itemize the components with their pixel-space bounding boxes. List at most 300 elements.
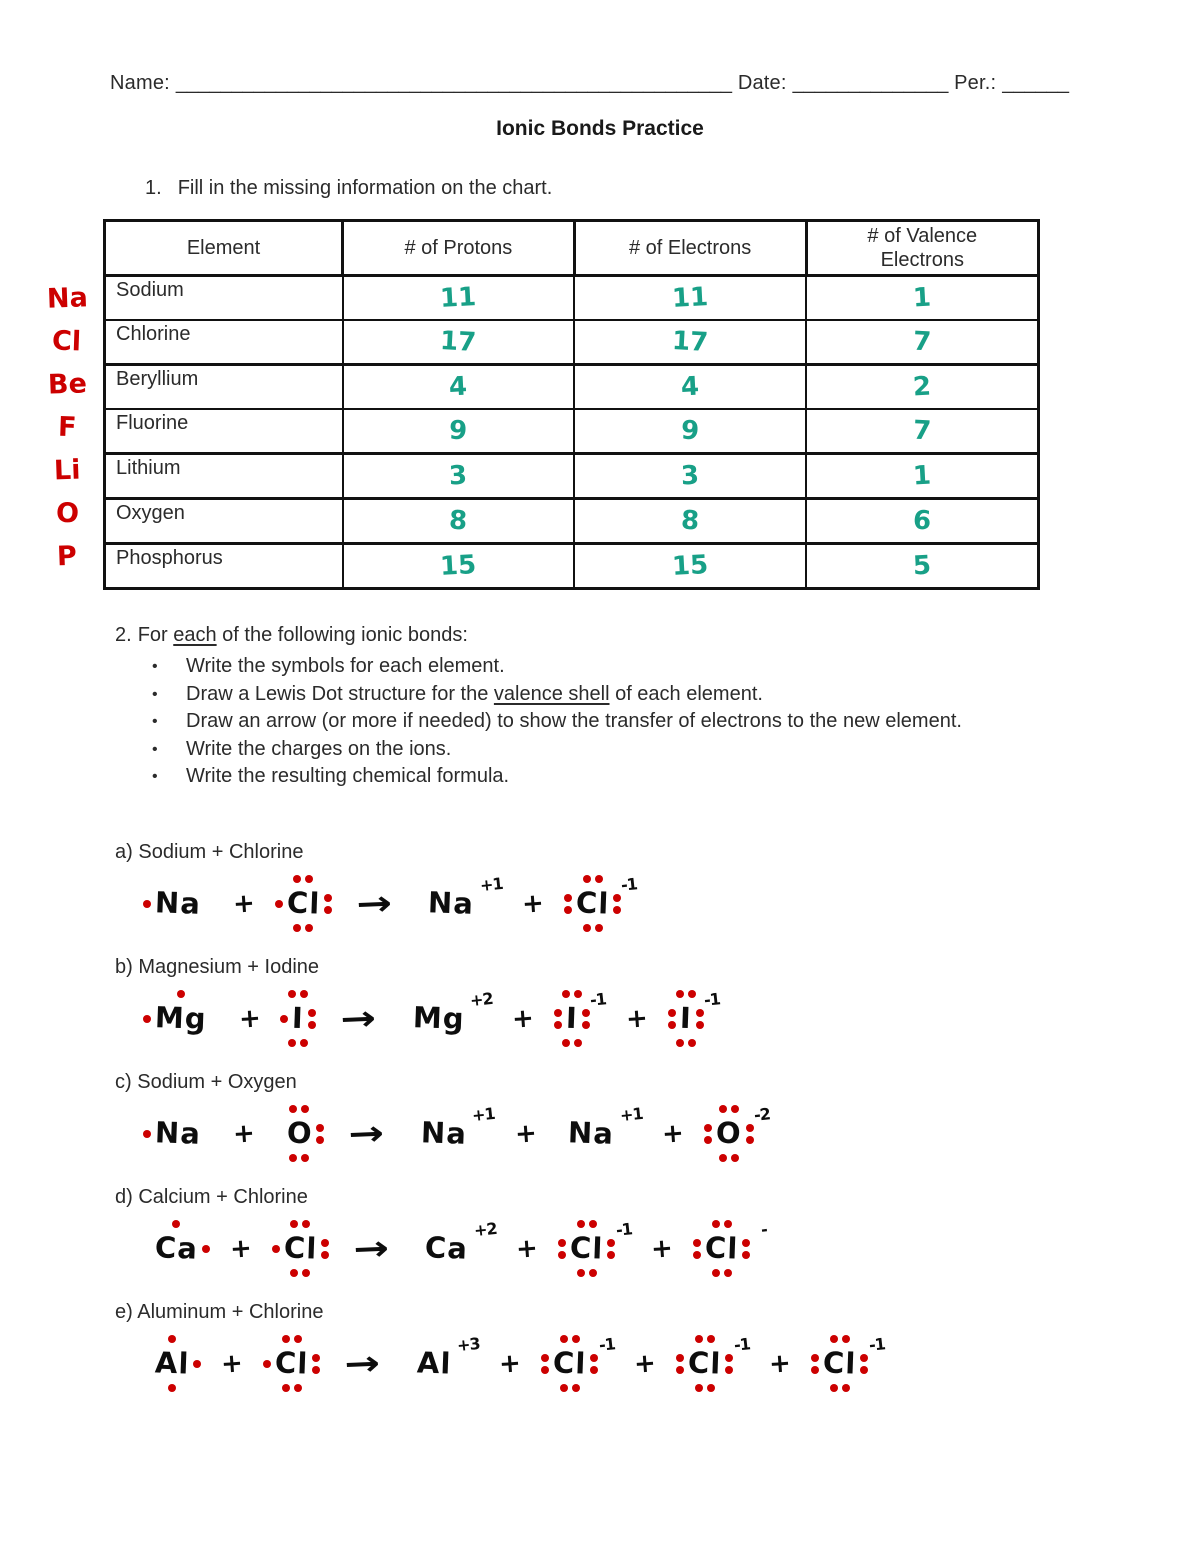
plus-sign: + — [633, 1347, 658, 1380]
reaction-equation — [143, 1326, 1200, 1402]
electron-dot — [583, 875, 591, 883]
electron-dot — [305, 875, 313, 883]
ion-charge: -1 — [614, 1219, 633, 1240]
date-label: Date: — [737, 72, 787, 94]
column-header-element: Element — [105, 221, 343, 276]
protons-cell: 15 — [343, 544, 575, 589]
reaction-title: Magnesium + Iodine — [138, 955, 320, 978]
electron-dot — [676, 1354, 684, 1362]
ion-charge: -1 — [867, 1334, 886, 1355]
element-symbol: I — [679, 1000, 693, 1036]
electron-dot — [746, 1124, 754, 1132]
instruction-item — [150, 708, 985, 736]
table-zone — [46, 219, 1040, 590]
electron-dots-left — [676, 1354, 684, 1374]
electron-dots-left — [668, 1009, 676, 1029]
handwritten-element-symbol: Cl — [51, 325, 83, 358]
electron-dot — [742, 1239, 750, 1247]
electron-dot — [562, 1039, 570, 1047]
valence-cell: 2 — [806, 365, 1038, 410]
electron-dots-left — [811, 1354, 819, 1374]
electron-dot — [293, 875, 301, 883]
table-row — [105, 276, 1039, 321]
electron-dot — [860, 1354, 868, 1362]
lewis-structure — [143, 1218, 210, 1279]
electron-dot — [572, 1384, 580, 1392]
electron-dot — [830, 1335, 838, 1343]
handwritten-element-symbol: F — [57, 411, 77, 444]
element-name-cell: Lithium — [105, 454, 343, 499]
electron-dots-top — [676, 990, 696, 998]
electron-dot — [590, 1354, 598, 1362]
reaction-arrow-icon: → — [347, 1112, 386, 1155]
electron-dot — [574, 990, 582, 998]
electron-dots-top — [560, 1335, 580, 1343]
ion-charge: +2 — [472, 1218, 498, 1241]
element-symbol: Cl — [569, 1230, 604, 1266]
table-row — [105, 320, 1039, 365]
reaction-equation — [143, 866, 1200, 942]
electron-dot — [293, 924, 301, 932]
ion-charge: -1 — [597, 1334, 616, 1355]
electron-dot — [583, 924, 591, 932]
reaction-equation — [143, 981, 1200, 1057]
plus-sign: + — [228, 1232, 253, 1265]
element-symbol: O — [286, 1115, 313, 1151]
handwritten-element-symbol: Be — [47, 368, 87, 401]
electron-dot — [290, 1269, 298, 1277]
reaction-letter: b) — [115, 955, 133, 978]
electron-dot — [294, 1384, 302, 1392]
electron-dot — [564, 906, 572, 914]
lewis-structure — [556, 1103, 644, 1164]
electron-dots-right — [725, 1354, 733, 1374]
lewis-structure — [409, 1103, 496, 1164]
electron-dot — [572, 1335, 580, 1343]
electron-dot — [541, 1354, 549, 1362]
valence-cell: 5 — [806, 544, 1038, 589]
electron-dots-left — [143, 900, 151, 908]
reaction-label — [115, 1301, 1200, 1324]
reaction-block — [115, 841, 1200, 942]
electron-dot — [541, 1366, 549, 1374]
plus-sign: + — [768, 1347, 793, 1380]
electron-dot — [272, 1245, 280, 1253]
electron-dot — [308, 1009, 316, 1017]
electron-dots-top — [719, 1105, 739, 1113]
element-symbol: Mg — [154, 1000, 208, 1036]
electron-dot — [172, 1220, 180, 1228]
electron-dot — [860, 1366, 868, 1374]
element-name-cell: Fluorine — [105, 409, 343, 454]
electron-dot — [302, 1220, 310, 1228]
electron-dot — [316, 1124, 324, 1132]
lewis-structure — [280, 988, 316, 1049]
electron-dot — [725, 1366, 733, 1374]
electrons-cell: 3 — [574, 454, 806, 499]
electron-dot — [707, 1335, 715, 1343]
protons-cell: 17 — [343, 320, 575, 365]
electron-dots-left — [704, 1124, 712, 1144]
plus-sign: + — [661, 1117, 686, 1150]
electron-dot — [724, 1220, 732, 1228]
lewis-structure — [143, 988, 219, 1049]
element-symbol: Na — [427, 885, 475, 921]
electron-dots-top — [168, 1335, 176, 1343]
electron-dots-right — [324, 894, 332, 914]
element-symbol: I — [291, 1000, 305, 1036]
electron-dot — [321, 1239, 329, 1247]
electron-dot — [143, 1015, 151, 1023]
ion-charge: +1 — [478, 873, 504, 896]
electron-dots-left — [541, 1354, 549, 1374]
electron-dots-left — [275, 900, 283, 908]
electron-dots-bottom — [290, 1269, 310, 1277]
lewis-structure — [143, 1333, 201, 1394]
electron-dot — [693, 1239, 701, 1247]
electron-dots-bottom — [712, 1269, 732, 1277]
plus-sign: + — [650, 1232, 675, 1265]
electron-dots-right — [316, 1124, 324, 1144]
electron-dot — [560, 1384, 568, 1392]
electron-dot — [688, 1039, 696, 1047]
electron-dot — [560, 1335, 568, 1343]
electron-dot — [302, 1269, 310, 1277]
electron-dot — [289, 1154, 297, 1162]
electron-dot — [168, 1384, 176, 1392]
electron-dot — [562, 990, 570, 998]
header-line — [110, 72, 1090, 95]
element-symbol: Mg — [412, 1000, 465, 1036]
instructions-list — [150, 653, 985, 791]
plus-sign: + — [521, 887, 546, 920]
electron-dots-bottom — [676, 1039, 696, 1047]
electron-dot — [842, 1335, 850, 1343]
ion-charge: +2 — [468, 988, 494, 1011]
reaction-arrow-icon: → — [352, 1227, 391, 1270]
question-1 — [145, 177, 1200, 200]
instruction-text: of each element. — [609, 682, 763, 705]
element-symbol: Al — [154, 1345, 190, 1381]
electron-dot — [574, 1039, 582, 1047]
electron-dot — [725, 1354, 733, 1362]
electron-dot — [280, 1015, 288, 1023]
electrons-cell: 4 — [574, 365, 806, 410]
electron-dots-right — [613, 894, 621, 914]
instruction-text: Write the symbols for each element. — [186, 655, 505, 677]
electron-dots-left — [554, 1009, 562, 1029]
electron-dots-right — [742, 1239, 750, 1259]
lewis-structure — [558, 1218, 633, 1279]
reaction-letter: d) — [115, 1185, 133, 1208]
electron-dot — [696, 1009, 704, 1017]
lewis-structure — [564, 873, 639, 934]
electron-dot — [275, 900, 283, 908]
lewis-structure — [811, 1333, 886, 1394]
reaction-title: Aluminum + Chlorine — [137, 1300, 324, 1323]
question-1-text: Fill in the missing information on the chart. — [177, 177, 553, 199]
electrons-cell: 9 — [574, 409, 806, 454]
electron-dot — [607, 1239, 615, 1247]
electron-dot — [554, 1009, 562, 1017]
electron-dot — [712, 1269, 720, 1277]
header-row — [105, 221, 1039, 276]
plus-sign: + — [513, 1117, 538, 1150]
electron-dots-right — [308, 1009, 316, 1029]
reaction-label — [115, 841, 1200, 864]
reaction-equation — [143, 1096, 1200, 1172]
electron-dot — [693, 1251, 701, 1259]
electron-dot — [704, 1124, 712, 1132]
electron-dots-right — [590, 1354, 598, 1374]
table-row — [105, 409, 1039, 454]
electron-dot — [577, 1269, 585, 1277]
electron-dots-right — [582, 1009, 590, 1029]
lewis-structure — [413, 1218, 498, 1279]
lewis-structure — [272, 1218, 329, 1279]
electron-dots-top — [290, 1220, 310, 1228]
electron-dots-right — [746, 1124, 754, 1144]
element-symbol: O — [715, 1115, 743, 1151]
lewis-structure — [668, 988, 721, 1049]
lewis-structure — [541, 1333, 616, 1394]
element-symbol: Na — [567, 1115, 615, 1151]
element-symbol: Al — [416, 1345, 452, 1381]
lewis-structure — [263, 1333, 320, 1394]
element-table-head — [105, 221, 1039, 276]
column-header-valence: # of Valence Electrons — [806, 221, 1038, 276]
electron-dot — [301, 1154, 309, 1162]
column-header-protons: # of Protons — [343, 221, 575, 276]
lewis-structure — [704, 1103, 771, 1164]
electron-dot — [282, 1384, 290, 1392]
lewis-structure — [554, 988, 607, 1049]
electron-dot — [695, 1335, 703, 1343]
electron-dots-top — [293, 875, 313, 883]
electron-dot — [668, 1009, 676, 1017]
electron-dot — [688, 990, 696, 998]
question-1-number: 1. — [145, 177, 162, 199]
electron-dots-bottom — [562, 1039, 582, 1047]
electron-dot — [263, 1360, 271, 1368]
element-symbol: Cl — [552, 1345, 587, 1381]
element-symbol: Cl — [274, 1345, 310, 1381]
electron-dot — [324, 894, 332, 902]
element-symbol: Ca — [154, 1230, 199, 1266]
electron-dots-bottom — [293, 924, 313, 932]
element-name-cell: Oxygen — [105, 499, 343, 544]
electron-dot — [558, 1239, 566, 1247]
name-label: Name: — [110, 72, 170, 94]
instruction-underlined: valence shell — [493, 682, 610, 705]
electron-dot — [308, 1021, 316, 1029]
electron-dot — [316, 1136, 324, 1144]
electron-dots-bottom — [583, 924, 603, 932]
electron-dots-top — [172, 1220, 180, 1228]
electron-dots-bottom — [282, 1384, 302, 1392]
reaction-block — [115, 1071, 1200, 1172]
period-label: Per.: — [954, 72, 997, 94]
electron-dot — [607, 1251, 615, 1259]
electron-dots-top — [830, 1335, 850, 1343]
electron-dots-top — [288, 990, 308, 998]
electron-dot — [724, 1269, 732, 1277]
protons-cell: 11 — [343, 276, 575, 321]
question-2-text-pre: For — [137, 624, 174, 646]
electron-dot — [143, 1130, 151, 1138]
protons-cell: 9 — [343, 409, 575, 454]
lewis-structure — [401, 988, 494, 1049]
element-symbol: Na — [154, 885, 202, 921]
reaction-title: Sodium + Oxygen — [137, 1070, 297, 1093]
element-symbol: Cl — [286, 885, 321, 921]
element-symbol: Cl — [687, 1345, 722, 1381]
electron-dot — [811, 1366, 819, 1374]
electron-dot — [294, 1335, 302, 1343]
electron-dot — [842, 1384, 850, 1392]
table-row — [105, 365, 1039, 410]
handwritten-element-symbol: Na — [46, 282, 88, 315]
electron-dot — [719, 1105, 727, 1113]
valence-cell: 6 — [806, 499, 1038, 544]
ion-charge: +1 — [471, 1103, 496, 1126]
handwritten-symbol-column — [37, 277, 97, 578]
instruction-item — [150, 653, 985, 681]
table-row — [105, 499, 1039, 544]
electron-dots-bottom — [289, 1154, 309, 1162]
table-row — [105, 454, 1039, 499]
electron-dot — [589, 1269, 597, 1277]
reaction-equation — [143, 1211, 1200, 1287]
electron-dot — [305, 924, 313, 932]
electron-dots-left — [564, 894, 572, 914]
ion-charge: +3 — [455, 1333, 481, 1356]
electron-dots-top — [577, 1220, 597, 1228]
electron-dot — [582, 1009, 590, 1017]
reaction-title: Sodium + Chlorine — [138, 840, 304, 863]
electron-dot — [288, 990, 296, 998]
electron-dot — [321, 1251, 329, 1259]
electron-dot — [290, 1220, 298, 1228]
element-symbol: Cl — [283, 1230, 318, 1266]
ion-charge: -1 — [732, 1334, 751, 1355]
electron-dot — [595, 875, 603, 883]
name-blank-line: __________________________________________________ — [175, 72, 733, 94]
electron-dots-right — [696, 1009, 704, 1029]
electron-dots-left — [558, 1239, 566, 1259]
element-name-cell: Phosphorus — [105, 544, 343, 589]
lewis-structure — [676, 1333, 751, 1394]
electron-dot — [300, 990, 308, 998]
electron-dot — [696, 1021, 704, 1029]
electron-dots-top — [583, 875, 603, 883]
electron-dots-top — [177, 990, 185, 998]
page-title: Ionic Bonds Practice — [496, 117, 704, 140]
ion-charge: -1 — [702, 989, 721, 1010]
ion-charge: -2 — [753, 1104, 771, 1125]
electron-dot — [704, 1136, 712, 1144]
plus-sign: + — [511, 1002, 536, 1035]
protons-cell: 8 — [343, 499, 575, 544]
electron-dots-top — [695, 1335, 715, 1343]
electron-dot — [202, 1245, 210, 1253]
reaction-label — [115, 956, 1200, 979]
date-blank-line: ______________ — [792, 72, 949, 94]
electron-dot — [595, 924, 603, 932]
instruction-text: Write the charges on the ions. — [186, 737, 452, 760]
electron-dots-left — [272, 1245, 280, 1253]
electron-dots-right — [860, 1354, 868, 1374]
lewis-structure — [416, 873, 504, 934]
electron-dots-bottom — [719, 1154, 739, 1162]
ion-charge: +1 — [618, 1103, 644, 1126]
ion-charge: - — [759, 1219, 768, 1240]
lewis-structure — [693, 1218, 768, 1279]
reaction-letter: c) — [115, 1070, 132, 1093]
element-symbol: Na — [420, 1115, 468, 1151]
electron-dots-right — [312, 1354, 320, 1374]
electron-dot — [668, 1021, 676, 1029]
element-name-cell: Chlorine — [105, 320, 343, 365]
reaction-arrow-icon: → — [355, 882, 394, 925]
instruction-item — [150, 681, 985, 709]
electron-dots-bottom — [168, 1384, 176, 1392]
electron-dot — [558, 1251, 566, 1259]
electron-dot — [582, 1021, 590, 1029]
electron-dot — [300, 1039, 308, 1047]
lewis-structure — [275, 1103, 325, 1164]
reaction-label — [115, 1186, 1200, 1209]
valence-cell: 1 — [806, 454, 1038, 499]
electron-dots-left — [143, 1130, 151, 1138]
element-symbol: Na — [154, 1115, 202, 1151]
electrons-cell: 17 — [574, 320, 806, 365]
electron-dots-right — [202, 1245, 210, 1253]
electron-dots-right — [607, 1239, 615, 1259]
lewis-structure — [143, 873, 213, 934]
element-symbol: I — [565, 1000, 579, 1036]
electron-dot — [811, 1354, 819, 1362]
plus-sign: + — [237, 1002, 262, 1035]
reaction-letter: e) — [115, 1300, 133, 1323]
electron-dots-left — [280, 1015, 288, 1023]
electron-dots-bottom — [577, 1269, 597, 1277]
instruction-item — [150, 763, 985, 791]
electron-dot — [676, 990, 684, 998]
ion-charge: -1 — [589, 989, 607, 1010]
electron-dot — [613, 906, 621, 914]
electron-dot — [282, 1335, 290, 1343]
question-2-number: 2. — [115, 624, 132, 646]
electron-dot — [168, 1335, 176, 1343]
electron-dot — [564, 894, 572, 902]
period-blank-line: ______ — [1002, 72, 1070, 94]
plus-sign: + — [231, 1117, 256, 1150]
plus-sign: + — [231, 887, 256, 920]
electron-dot — [288, 1039, 296, 1047]
electron-dot — [830, 1384, 838, 1392]
instruction-text: Write the resulting chemical formula. — [186, 765, 510, 787]
element-symbol: Cl — [575, 885, 610, 921]
reaction-block — [115, 956, 1200, 1057]
valence-cell: 7 — [806, 409, 1038, 454]
reaction-title: Calcium + Chlorine — [138, 1185, 308, 1208]
electron-dots-left — [693, 1239, 701, 1259]
element-table-body — [105, 276, 1039, 589]
electron-dot — [731, 1154, 739, 1162]
reaction-block — [115, 1301, 1200, 1402]
electron-dots-top — [562, 990, 582, 998]
